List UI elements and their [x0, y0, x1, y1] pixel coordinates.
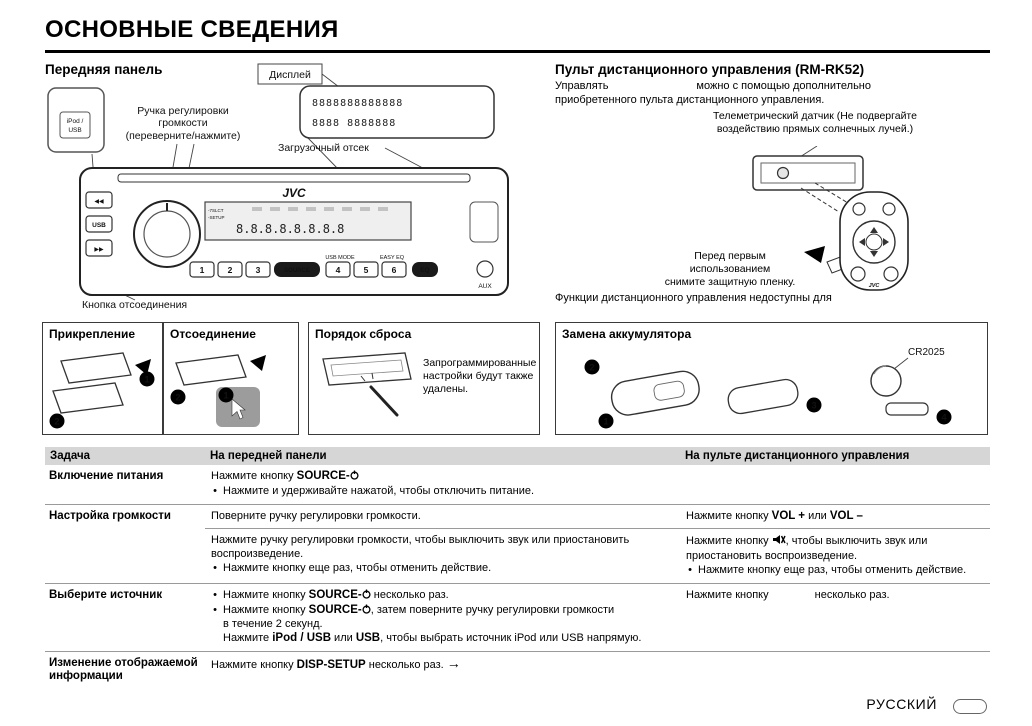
- mute-remote-cell: Нажмите кнопку , чтобы выключить звук или приостановить воспроизведение. • Нажмите кнопку еще раз, чтобы отменить действие.: [686, 535, 967, 576]
- step-badge: [937, 410, 952, 425]
- battery-box: [555, 322, 988, 435]
- remote-vol-down-button: [851, 267, 865, 281]
- brand-logo: JVC: [282, 186, 306, 200]
- remote-brand-logo: JVC: [868, 283, 880, 289]
- seek-forward-icon: ▶▶: [94, 247, 104, 253]
- attach-illustration: [43, 343, 161, 433]
- task-volume: Настройка громкости: [49, 509, 171, 522]
- preset-button-2: 2: [227, 265, 233, 275]
- table-row-source: [45, 583, 990, 651]
- table-row-power: [45, 465, 990, 504]
- volume-remote-cell: Нажмите кнопку VOL + или VOL –: [686, 509, 863, 522]
- svg-text:4: 4: [941, 412, 947, 424]
- page-number-pill: [953, 699, 987, 714]
- svg-text:1: 1: [144, 374, 150, 386]
- remote-intro-line2: приобретенного пульта дистанционного управления.: [555, 93, 825, 106]
- svg-text:громкости: громкости: [158, 117, 208, 129]
- ipod-usb-key-label-2: USB: [68, 127, 82, 134]
- coin-battery-icon: [871, 366, 901, 396]
- reset-stick-icon: [371, 387, 397, 415]
- remote-intro: [555, 80, 975, 107]
- remote-intro-part2: можно с помощью дополнительно: [696, 80, 871, 92]
- battery-tray: [886, 403, 928, 415]
- front-panel-illustration: [40, 56, 545, 318]
- power-icon: [362, 604, 371, 619]
- svg-text:1: 1: [603, 416, 609, 428]
- step-badge: [171, 390, 186, 405]
- usb-mode-label: USB MODE: [325, 255, 355, 261]
- step-badge: [219, 388, 234, 403]
- table-row-volume: [45, 504, 990, 583]
- display-callout: [258, 64, 322, 84]
- svg-text:3: 3: [811, 400, 817, 412]
- svg-text:(переверните/нажмите): (переверните/нажмите): [125, 130, 241, 142]
- svg-text:1: 1: [223, 390, 229, 402]
- aux-label: AUX: [478, 283, 492, 290]
- remote-sensor-icon: [778, 168, 789, 179]
- detach-button-label: Кнопка отсоединения: [82, 299, 188, 311]
- remote-back-shell: [609, 369, 702, 418]
- mute-icon: [772, 534, 786, 550]
- task-power: Включение питания: [49, 470, 164, 482]
- reset-note: Запрограммированные настройки будут также удалены.: [423, 357, 537, 395]
- title-rule: [45, 50, 990, 53]
- footer-language-label: РУССКИЙ: [866, 696, 937, 712]
- step-badge: [50, 414, 65, 429]
- unit-display-small-bottom: -SETUP: [208, 215, 225, 220]
- volume-front-cell: Поверните ручку регулировки громкости.: [211, 509, 421, 522]
- reset-box: [308, 322, 540, 435]
- power-icon: [362, 589, 371, 604]
- head-unit-illustration: [80, 168, 508, 295]
- step-badge: [807, 398, 822, 413]
- source-button-label: SOURCE: [284, 268, 310, 274]
- attach-heading: Прикрепление: [49, 327, 136, 341]
- battery-holder: [726, 378, 799, 416]
- loading-slot: [118, 174, 470, 182]
- step-badge: [585, 360, 600, 375]
- reset-heading: Порядок сброса: [315, 327, 412, 341]
- col-header-remote: На пульте дистанционного управления: [685, 450, 910, 462]
- ipod-usb-key-callout: [48, 88, 104, 152]
- display-window-row2: 8888 8888888: [312, 118, 397, 129]
- remote-heading: Пульт дистанционного управления (RM-RK52): [555, 62, 865, 77]
- svg-text:2: 2: [589, 362, 595, 374]
- unit-display-small-top: -7SLCT: [208, 208, 224, 213]
- source-front-cell: • Нажмите кнопку SOURCE- несколько раз. • Нажмите кнопку SOURCE- , затем поверните ручку регулировки громкости в течение 2 секунд. Нажмите iPod / USB или USB, чтобы выбрать источник iPod или USB напрямую.: [213, 588, 642, 645]
- sensor-note: Телеметрический датчик (Не подвергайте воздействию прямых солнечных лучей.): [713, 110, 917, 135]
- loading-slot-label: Загрузочный отсек: [278, 142, 369, 154]
- table-header-row: [45, 447, 990, 465]
- col-header-task: Задача: [50, 450, 91, 462]
- remote-intro-part1: Управлять: [555, 80, 609, 92]
- task-source: Выберите источник: [49, 588, 163, 601]
- svg-text:Ручка регулировки: Ручка регулировки: [137, 105, 229, 117]
- next-page-arrow-icon: →: [446, 654, 461, 671]
- attach-box: [42, 322, 163, 435]
- step-badge: [140, 372, 155, 387]
- detach-illustration: [164, 343, 296, 433]
- unit-display-digits: 8.8.8.8.8.8.8.8: [236, 222, 345, 236]
- table-row-display-info: [45, 651, 990, 689]
- display-window-row1: 8888888888888: [312, 98, 404, 109]
- display-label: Дисплей: [269, 69, 311, 81]
- battery-type-label: CR2025: [908, 347, 945, 358]
- svg-text:2: 2: [54, 416, 60, 428]
- reset-illustration: [313, 345, 423, 433]
- film-note: Перед первым использованием снимите защитную пленку.: [664, 250, 796, 288]
- seek-back-icon: ◀◀: [94, 199, 104, 205]
- film-arrow-icon: [804, 246, 825, 263]
- mute-front-cell: Нажмите ручку регулировки громкости, чтобы выключить звук или приостановить воспроизведение. • Нажмите кнопку еще раз, чтобы отменить действие.: [211, 534, 630, 574]
- remote-top-right-button: [883, 203, 895, 215]
- power-front-cell: Нажмите кнопку SOURCE- • Нажмите и удерживайте нажатой, чтобы отключить питание.: [211, 470, 535, 497]
- front-panel-heading: Передняя панель: [45, 62, 163, 77]
- remote-top-left-button: [853, 203, 865, 215]
- eq-button-label: EQ: [420, 267, 430, 274]
- remote-vol-up-button: [884, 267, 898, 281]
- preset-button-3: 3: [255, 265, 261, 275]
- sensor-panel: [753, 156, 863, 190]
- preset-button-5: 5: [363, 265, 369, 275]
- usb-button-label: USB: [92, 222, 106, 229]
- display-info-front-cell: Нажмите кнопку DISP-SETUP несколько раз. →: [211, 654, 461, 671]
- display-window-illustration: [300, 86, 494, 138]
- remote-body: [840, 192, 908, 290]
- usb-cap: [470, 202, 498, 242]
- col-header-front-panel: На передней панели: [210, 450, 327, 462]
- volume-knob-label: [126, 105, 241, 142]
- preset-button-4: 4: [335, 265, 341, 275]
- task-display-info: Изменение отображаемой информации: [49, 656, 198, 683]
- step-badge: [599, 414, 614, 429]
- detach-box: [163, 322, 299, 435]
- detach-heading: Отсоединение: [170, 327, 256, 341]
- page-title: ОСНОВНЫЕ СВЕДЕНИЯ: [45, 16, 339, 43]
- battery-heading: Замена аккумулятора: [562, 327, 692, 341]
- ipod-usb-key-label-1: iPod /: [66, 118, 84, 125]
- preset-button-1: 1: [199, 265, 205, 275]
- aux-jack: [477, 261, 493, 277]
- remote-unavailable-note: Функции дистанционного управления недоступны для: [555, 292, 832, 304]
- detach-arrow-icon: [250, 355, 266, 371]
- easy-eq-label: EASY EQ: [379, 255, 405, 261]
- battery-illustration: [556, 341, 985, 433]
- source-remote-cell: Нажмите кнопку несколько раз.: [686, 588, 890, 601]
- preset-button-6: 6: [391, 265, 397, 275]
- operations-table: [45, 447, 990, 689]
- svg-text:2: 2: [175, 392, 181, 404]
- power-icon: [350, 470, 359, 485]
